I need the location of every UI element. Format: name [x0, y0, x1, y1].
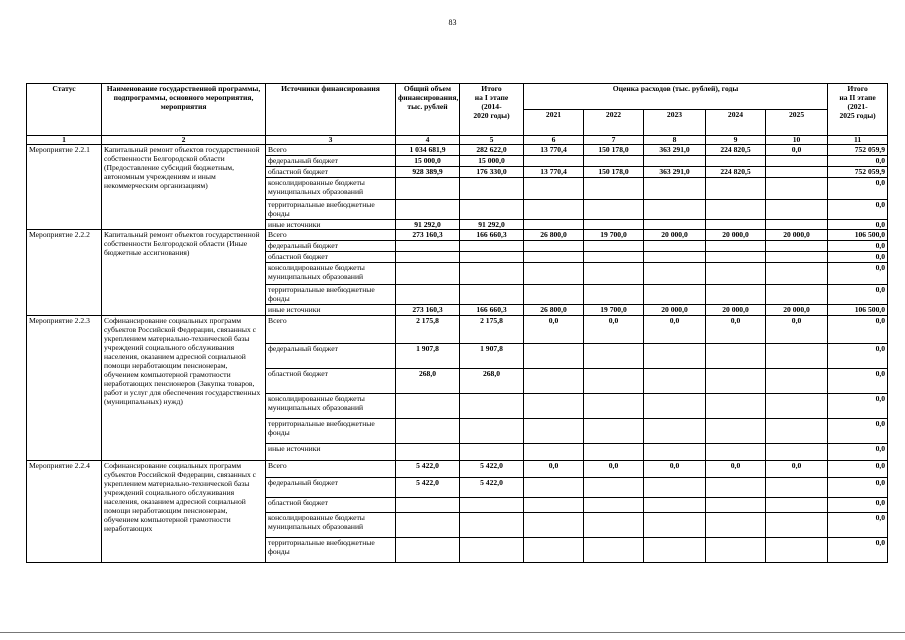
amount-cell: [766, 538, 828, 563]
amount-cell: [524, 478, 584, 498]
stage2-total-cell: 0,0: [828, 252, 888, 263]
header-sources: Источники финансирования: [266, 84, 396, 136]
column-number: 5: [460, 136, 524, 145]
amount-cell: [706, 263, 766, 285]
event-status: Мероприятие 2.2.1: [27, 145, 102, 230]
amount-cell: [584, 241, 644, 252]
stage2-total-cell: 0,0: [828, 444, 888, 461]
amount-cell: 19 700,0: [584, 305, 644, 316]
header-name: Наименование государственной программы, подпрограммы, основного мероприятия, мероприятия: [102, 84, 266, 136]
header-stage1-line4: 2020 годы): [473, 111, 510, 120]
amount-cell: [460, 513, 524, 538]
amount-cell: [644, 419, 706, 444]
header-stage2-line2: на II этапе: [839, 93, 876, 102]
funding-source: консолидированные бюджеты муниципальных образований: [266, 513, 396, 538]
amount-cell: [644, 498, 706, 513]
header-year: 2023: [644, 110, 706, 136]
stage2-total-cell: 0,0: [828, 538, 888, 563]
amount-cell: 2 175,8: [396, 316, 460, 344]
amount-cell: 15 000,0: [460, 156, 524, 167]
amount-cell: [644, 344, 706, 369]
stage2-total-cell: 0,0: [828, 478, 888, 498]
header-total: Общий объем финансирования, тыс. рублей: [396, 84, 460, 136]
stage2-total-cell: 0,0: [828, 316, 888, 344]
amount-cell: [706, 252, 766, 263]
amount-cell: [644, 156, 706, 167]
funding-source: федеральный бюджет: [266, 344, 396, 369]
column-number: 10: [766, 136, 828, 145]
amount-cell: 363 291,0: [644, 145, 706, 156]
amount-cell: 5 422,0: [396, 478, 460, 498]
amount-cell: 20 000,0: [706, 305, 766, 316]
stage2-total-cell: 0,0: [828, 220, 888, 230]
amount-cell: [584, 369, 644, 394]
amount-cell: [460, 285, 524, 305]
funding-source: территориальные внебюджетные фонды: [266, 200, 396, 220]
amount-cell: [766, 220, 828, 230]
amount-cell: [396, 178, 460, 200]
funding-source: консолидированные бюджеты муниципальных образований: [266, 178, 396, 200]
amount-cell: [706, 344, 766, 369]
funding-source: областной бюджет: [266, 167, 396, 178]
amount-cell: [644, 252, 706, 263]
amount-cell: [396, 252, 460, 263]
amount-cell: [706, 156, 766, 167]
amount-cell: [584, 263, 644, 285]
amount-cell: [460, 498, 524, 513]
amount-cell: [644, 200, 706, 220]
table-row: [27, 230, 888, 241]
amount-cell: [706, 369, 766, 394]
header-estimate: Оценка расходов (тыс. рублей), годы: [524, 84, 828, 110]
amount-cell: [524, 285, 584, 305]
amount-cell: 150 178,0: [584, 145, 644, 156]
amount-cell: [644, 178, 706, 200]
amount-cell: [460, 263, 524, 285]
amount-cell: [396, 263, 460, 285]
amount-cell: [460, 394, 524, 419]
header-stage2-line3: (2021-: [847, 102, 868, 111]
amount-cell: [766, 263, 828, 285]
amount-cell: [766, 344, 828, 369]
amount-cell: [766, 167, 828, 178]
amount-cell: 224 820,5: [706, 167, 766, 178]
amount-cell: [584, 513, 644, 538]
amount-cell: [644, 263, 706, 285]
budget-table: [26, 83, 888, 563]
header-year: 2021: [524, 110, 584, 136]
stage2-total-cell: 0,0: [828, 263, 888, 285]
amount-cell: [396, 394, 460, 419]
amount-cell: [584, 220, 644, 230]
stage2-total-cell: 0,0: [828, 200, 888, 220]
event-name: Софинансирование социальных программ субъектов Российской Федерации, связанных с укреплением материально-технической базы учреждений социального обслуживания населения, оказанием адресной социальной помощи неработающим пенсионерам, обучением компьютерной грамотности неработающих пенсионеров (Закупка товаров, работ и услуг для обеспечения государственных (муниципальных) нужд): [102, 316, 266, 461]
amount-cell: [766, 513, 828, 538]
funding-source: федеральный бюджет: [266, 241, 396, 252]
amount-cell: 273 160,3: [396, 305, 460, 316]
table-header: [27, 84, 888, 145]
header-stage1: [460, 84, 524, 136]
amount-cell: 26 800,0: [524, 230, 584, 241]
amount-cell: [524, 252, 584, 263]
amount-cell: [460, 538, 524, 563]
header-year: 2022: [584, 110, 644, 136]
amount-cell: [584, 444, 644, 461]
amount-cell: [644, 444, 706, 461]
amount-cell: [706, 394, 766, 419]
stage2-total-cell: 0,0: [828, 394, 888, 419]
amount-cell: 224 820,5: [706, 145, 766, 156]
header-stage2-line4: 2025 годы): [839, 111, 876, 120]
funding-source: консолидированные бюджеты муниципальных образований: [266, 394, 396, 419]
amount-cell: [584, 419, 644, 444]
amount-cell: 1 034 681,9: [396, 145, 460, 156]
event-status: Мероприятие 2.2.4: [27, 461, 102, 563]
column-number: 11: [828, 136, 888, 145]
amount-cell: 91 292,0: [396, 220, 460, 230]
amount-cell: [766, 156, 828, 167]
amount-cell: 20 000,0: [706, 230, 766, 241]
amount-cell: [706, 444, 766, 461]
stage2-total-cell: 0,0: [828, 419, 888, 444]
amount-cell: 0,0: [766, 145, 828, 156]
amount-cell: [584, 252, 644, 263]
amount-cell: [644, 538, 706, 563]
event-status: Мероприятие 2.2.3: [27, 316, 102, 461]
table-row: [27, 461, 888, 478]
column-number: 7: [584, 136, 644, 145]
amount-cell: [396, 498, 460, 513]
amount-cell: [396, 513, 460, 538]
amount-cell: [584, 394, 644, 419]
amount-cell: 0,0: [524, 316, 584, 344]
amount-cell: [644, 220, 706, 230]
amount-cell: 26 800,0: [524, 305, 584, 316]
funding-source: Всего: [266, 145, 396, 156]
amount-cell: [706, 498, 766, 513]
amount-cell: [644, 394, 706, 419]
stage2-total-cell: 752 059,9: [828, 167, 888, 178]
amount-cell: [396, 285, 460, 305]
amount-cell: [396, 444, 460, 461]
funding-source: областной бюджет: [266, 252, 396, 263]
stage2-total-cell: 106 500,0: [828, 230, 888, 241]
amount-cell: [584, 538, 644, 563]
amount-cell: [706, 513, 766, 538]
amount-cell: [524, 178, 584, 200]
amount-cell: [584, 344, 644, 369]
amount-cell: [706, 285, 766, 305]
amount-cell: 0,0: [766, 316, 828, 344]
amount-cell: 282 622,0: [460, 145, 524, 156]
amount-cell: [524, 369, 584, 394]
amount-cell: [396, 419, 460, 444]
amount-cell: [524, 156, 584, 167]
event-status: Мероприятие 2.2.2: [27, 230, 102, 316]
amount-cell: 166 660,3: [460, 305, 524, 316]
amount-cell: [644, 513, 706, 538]
funding-source: областной бюджет: [266, 369, 396, 394]
amount-cell: [584, 156, 644, 167]
amount-cell: [524, 263, 584, 285]
amount-cell: 268,0: [396, 369, 460, 394]
amount-cell: [460, 241, 524, 252]
stage2-total-cell: 0,0: [828, 241, 888, 252]
event-name: Софинансирование социальных программ субъектов Российской Федерации, связанных с укреплением материально-технической базы учреждений социального обслуживания населения, оказанием адресной социальной помощи неработающим пенсионерам, обучением компьютерной грамотности неработающих: [102, 461, 266, 563]
funding-source: федеральный бюджет: [266, 156, 396, 167]
amount-cell: [766, 478, 828, 498]
amount-cell: [584, 178, 644, 200]
bottom-rule: [0, 632, 905, 633]
amount-cell: [524, 513, 584, 538]
amount-cell: 0,0: [706, 461, 766, 478]
amount-cell: 273 160,3: [396, 230, 460, 241]
column-number: 9: [706, 136, 766, 145]
funding-source: иные источники: [266, 305, 396, 316]
stage2-total-cell: 106 500,0: [828, 305, 888, 316]
amount-cell: 19 700,0: [584, 230, 644, 241]
amount-cell: [584, 498, 644, 513]
event-name: Капитальный ремонт объектов государственной собственности Белгородской области (Предоставление субсидий бюджетным, автономным учреждениям и иным некоммерческим организациям): [102, 145, 266, 230]
header-year: 2024: [706, 110, 766, 136]
amount-cell: [766, 252, 828, 263]
amount-cell: [706, 178, 766, 200]
funding-source: федеральный бюджет: [266, 478, 396, 498]
column-number: 3: [266, 136, 396, 145]
amount-cell: [460, 252, 524, 263]
amount-cell: [524, 344, 584, 369]
amount-cell: [396, 200, 460, 220]
amount-cell: [584, 285, 644, 305]
amount-cell: 1 907,8: [460, 344, 524, 369]
stage2-total-cell: 0,0: [828, 178, 888, 200]
column-number: 4: [396, 136, 460, 145]
amount-cell: 20 000,0: [766, 230, 828, 241]
amount-cell: 20 000,0: [766, 305, 828, 316]
header-stage2: [828, 84, 888, 136]
stage2-total-cell: 0,0: [828, 513, 888, 538]
amount-cell: [396, 241, 460, 252]
amount-cell: [766, 178, 828, 200]
amount-cell: 0,0: [706, 316, 766, 344]
funding-source: иные источники: [266, 220, 396, 230]
amount-cell: [524, 498, 584, 513]
amount-cell: [766, 285, 828, 305]
amount-cell: 166 660,3: [460, 230, 524, 241]
amount-cell: 13 770,4: [524, 167, 584, 178]
amount-cell: 0,0: [766, 461, 828, 478]
amount-cell: 5 422,0: [460, 461, 524, 478]
table-body: [27, 145, 888, 563]
amount-cell: [766, 394, 828, 419]
amount-cell: 0,0: [644, 461, 706, 478]
column-number: 8: [644, 136, 706, 145]
column-number: 6: [524, 136, 584, 145]
amount-cell: 20 000,0: [644, 305, 706, 316]
header-year: 2025: [766, 110, 828, 136]
amount-cell: [644, 478, 706, 498]
amount-cell: [460, 419, 524, 444]
amount-cell: 15 000,0: [396, 156, 460, 167]
stage2-total-cell: 0,0: [828, 498, 888, 513]
amount-cell: [766, 498, 828, 513]
amount-cell: [766, 444, 828, 461]
amount-cell: 176 330,0: [460, 167, 524, 178]
amount-cell: 2 175,8: [460, 316, 524, 344]
amount-cell: [584, 200, 644, 220]
funding-source: Всего: [266, 316, 396, 344]
amount-cell: [460, 200, 524, 220]
amount-cell: [524, 538, 584, 563]
funding-source: иные источники: [266, 444, 396, 461]
amount-cell: 0,0: [584, 316, 644, 344]
funding-source: территориальные внебюджетные фонды: [266, 419, 396, 444]
amount-cell: [524, 394, 584, 419]
amount-cell: 150 178,0: [584, 167, 644, 178]
stage2-total-cell: 0,0: [828, 461, 888, 478]
amount-cell: [524, 220, 584, 230]
table-row: [27, 316, 888, 344]
amount-cell: 268,0: [460, 369, 524, 394]
header-stage1-line2: на I этапе: [474, 93, 509, 102]
amount-cell: [524, 419, 584, 444]
stage2-total-cell: 0,0: [828, 285, 888, 305]
amount-cell: [644, 241, 706, 252]
header-stage2-line1: Итого: [847, 84, 868, 93]
amount-cell: [584, 478, 644, 498]
funding-source: территориальные внебюджетные фонды: [266, 538, 396, 563]
column-numbers-row: [27, 136, 888, 145]
amount-cell: 1 907,8: [396, 344, 460, 369]
amount-cell: [766, 241, 828, 252]
amount-cell: [766, 200, 828, 220]
stage2-total-cell: 0,0: [828, 344, 888, 369]
amount-cell: 5 422,0: [460, 478, 524, 498]
column-number: 1: [27, 136, 102, 145]
funding-source: территориальные внебюджетные фонды: [266, 285, 396, 305]
amount-cell: 363 291,0: [644, 167, 706, 178]
header-stage1-line3: (2014-: [481, 102, 502, 111]
amount-cell: [524, 241, 584, 252]
amount-cell: 0,0: [524, 461, 584, 478]
amount-cell: [766, 419, 828, 444]
funding-source: областной бюджет: [266, 498, 396, 513]
amount-cell: [766, 369, 828, 394]
amount-cell: [644, 285, 706, 305]
funding-source: Всего: [266, 230, 396, 241]
amount-cell: 928 389,9: [396, 167, 460, 178]
stage2-total-cell: 0,0: [828, 369, 888, 394]
amount-cell: [706, 419, 766, 444]
stage2-total-cell: 752 059,9: [828, 145, 888, 156]
amount-cell: 0,0: [644, 316, 706, 344]
amount-cell: [706, 538, 766, 563]
amount-cell: [706, 220, 766, 230]
funding-source: Всего: [266, 461, 396, 478]
amount-cell: 0,0: [584, 461, 644, 478]
amount-cell: [706, 200, 766, 220]
stage2-total-cell: 0,0: [828, 156, 888, 167]
amount-cell: [706, 241, 766, 252]
amount-cell: [524, 200, 584, 220]
amount-cell: 91 292,0: [460, 220, 524, 230]
amount-cell: 13 770,4: [524, 145, 584, 156]
amount-cell: [644, 369, 706, 394]
amount-cell: [706, 478, 766, 498]
column-number: 2: [102, 136, 266, 145]
amount-cell: [524, 444, 584, 461]
table-row: [27, 145, 888, 156]
header-status: Статус: [27, 84, 102, 136]
amount-cell: [460, 178, 524, 200]
event-name: Капитальный ремонт объектов государственной собственности Белгородской области (Иные бюджетные ассигнования): [102, 230, 266, 316]
amount-cell: [396, 538, 460, 563]
funding-source: консолидированные бюджеты муниципальных образований: [266, 263, 396, 285]
amount-cell: 20 000,0: [644, 230, 706, 241]
amount-cell: 5 422,0: [396, 461, 460, 478]
page-number: 83: [448, 18, 457, 27]
header-stage1-line1: Итого: [481, 84, 502, 93]
amount-cell: [460, 444, 524, 461]
